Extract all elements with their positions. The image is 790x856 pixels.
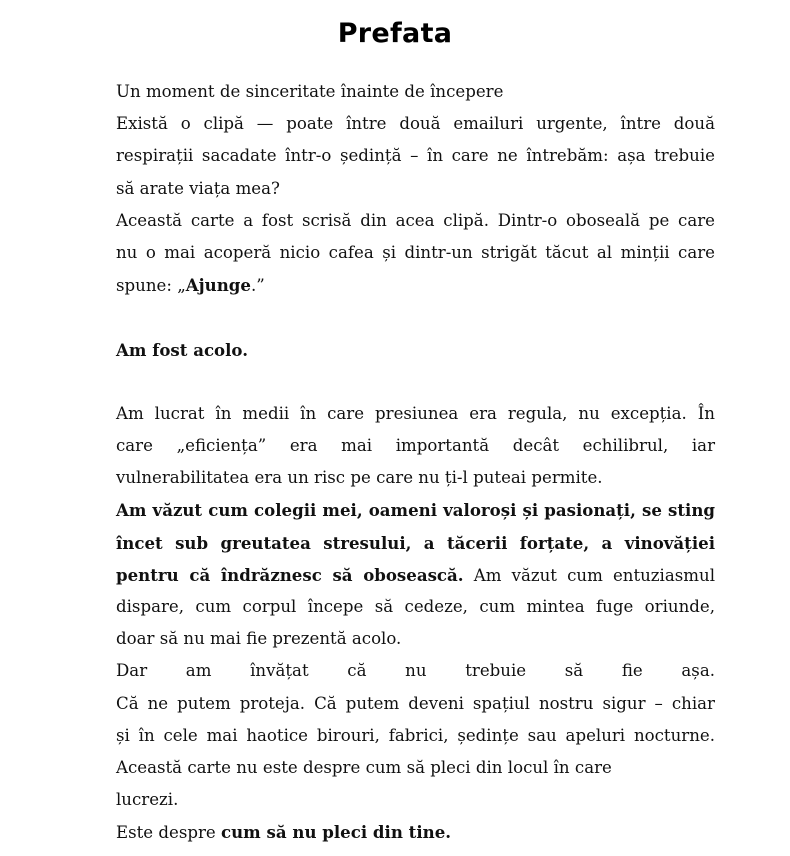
text-line: Există o clipă — poate între două emailuri urgente, între două: [116, 114, 715, 134]
text-run: Este despre: [116, 823, 221, 843]
text-line: vulnerabilitatea era un risc pe care nu ți-l puteai permite.: [116, 468, 603, 488]
paragraph-6: [116, 752, 715, 816]
text-line: doar să nu mai fie prezentă acolo.: [116, 629, 402, 649]
text-run: Am văzut cum entuziasmul: [463, 565, 715, 585]
text-line: și în cele mai haotice birouri, fabrici, ședințe sau apeluri nocturne.: [116, 725, 715, 745]
blank-line: [116, 366, 715, 398]
emphasis-text: cum să nu pleci din tine.: [221, 822, 452, 843]
paragraph-2: [116, 205, 715, 302]
blank-line: [116, 301, 715, 333]
text-run: spune: „: [116, 276, 186, 296]
text-line: [116, 559, 715, 591]
text-line: încet sub greutatea stresului, a tăcerii forțate, a vinovăției: [116, 532, 715, 553]
text-line: Am lucrat în medii în care presiunea era regula, nu excepția. În: [116, 403, 715, 423]
text-line: Că ne putem proteja. Că putem deveni spațiul nostru sigur – chiar: [116, 693, 715, 713]
text-line: respirații sacadate într-o ședință – în care ne întrebăm: așa trebuie: [116, 146, 715, 166]
text-line: să arate viața mea?: [116, 178, 280, 198]
text-line: lucrezi.: [116, 790, 179, 810]
emphasis-text: pentru că îndrăznesc să obosească.: [116, 564, 464, 585]
section-heading: Am fost acolo.: [116, 339, 248, 360]
text-line: dispare, cum corpul începe să cedeze, cum mintea fuge oriunde,: [116, 597, 715, 616]
text-run: .”: [250, 276, 265, 296]
page-title: Prefata: [337, 18, 453, 49]
text-line: care „eficiența” era mai importantă decât echilibrul, iar: [116, 436, 715, 456]
paragraph-1: [116, 108, 715, 205]
text-line: Am văzut cum colegii mei, oameni valoroși și pasionați, se sting: [116, 500, 715, 521]
text-line: nu o mai acoperă nicio cafea și dintr-un strigăt tăcut al minții care: [116, 242, 715, 262]
emphasis-text: Ajunge: [185, 275, 251, 296]
paragraph-5: [116, 655, 715, 752]
paragraph-4: [116, 494, 715, 655]
subtitle: Un moment de sinceritate înainte de începere: [116, 82, 504, 101]
document-body: [116, 76, 715, 849]
text-line: Această carte nu este despre cum să pleci din locul în care: [116, 757, 612, 777]
text-line: [116, 269, 715, 301]
text-line: Această carte a fost scrisă din acea clipă. Dintr-o oboseală pe care: [116, 210, 715, 230]
paragraph-7: [116, 816, 715, 848]
text-line: Dar am învățat că nu trebuie să fie așa.: [116, 661, 715, 681]
paragraph-3: [116, 398, 715, 495]
